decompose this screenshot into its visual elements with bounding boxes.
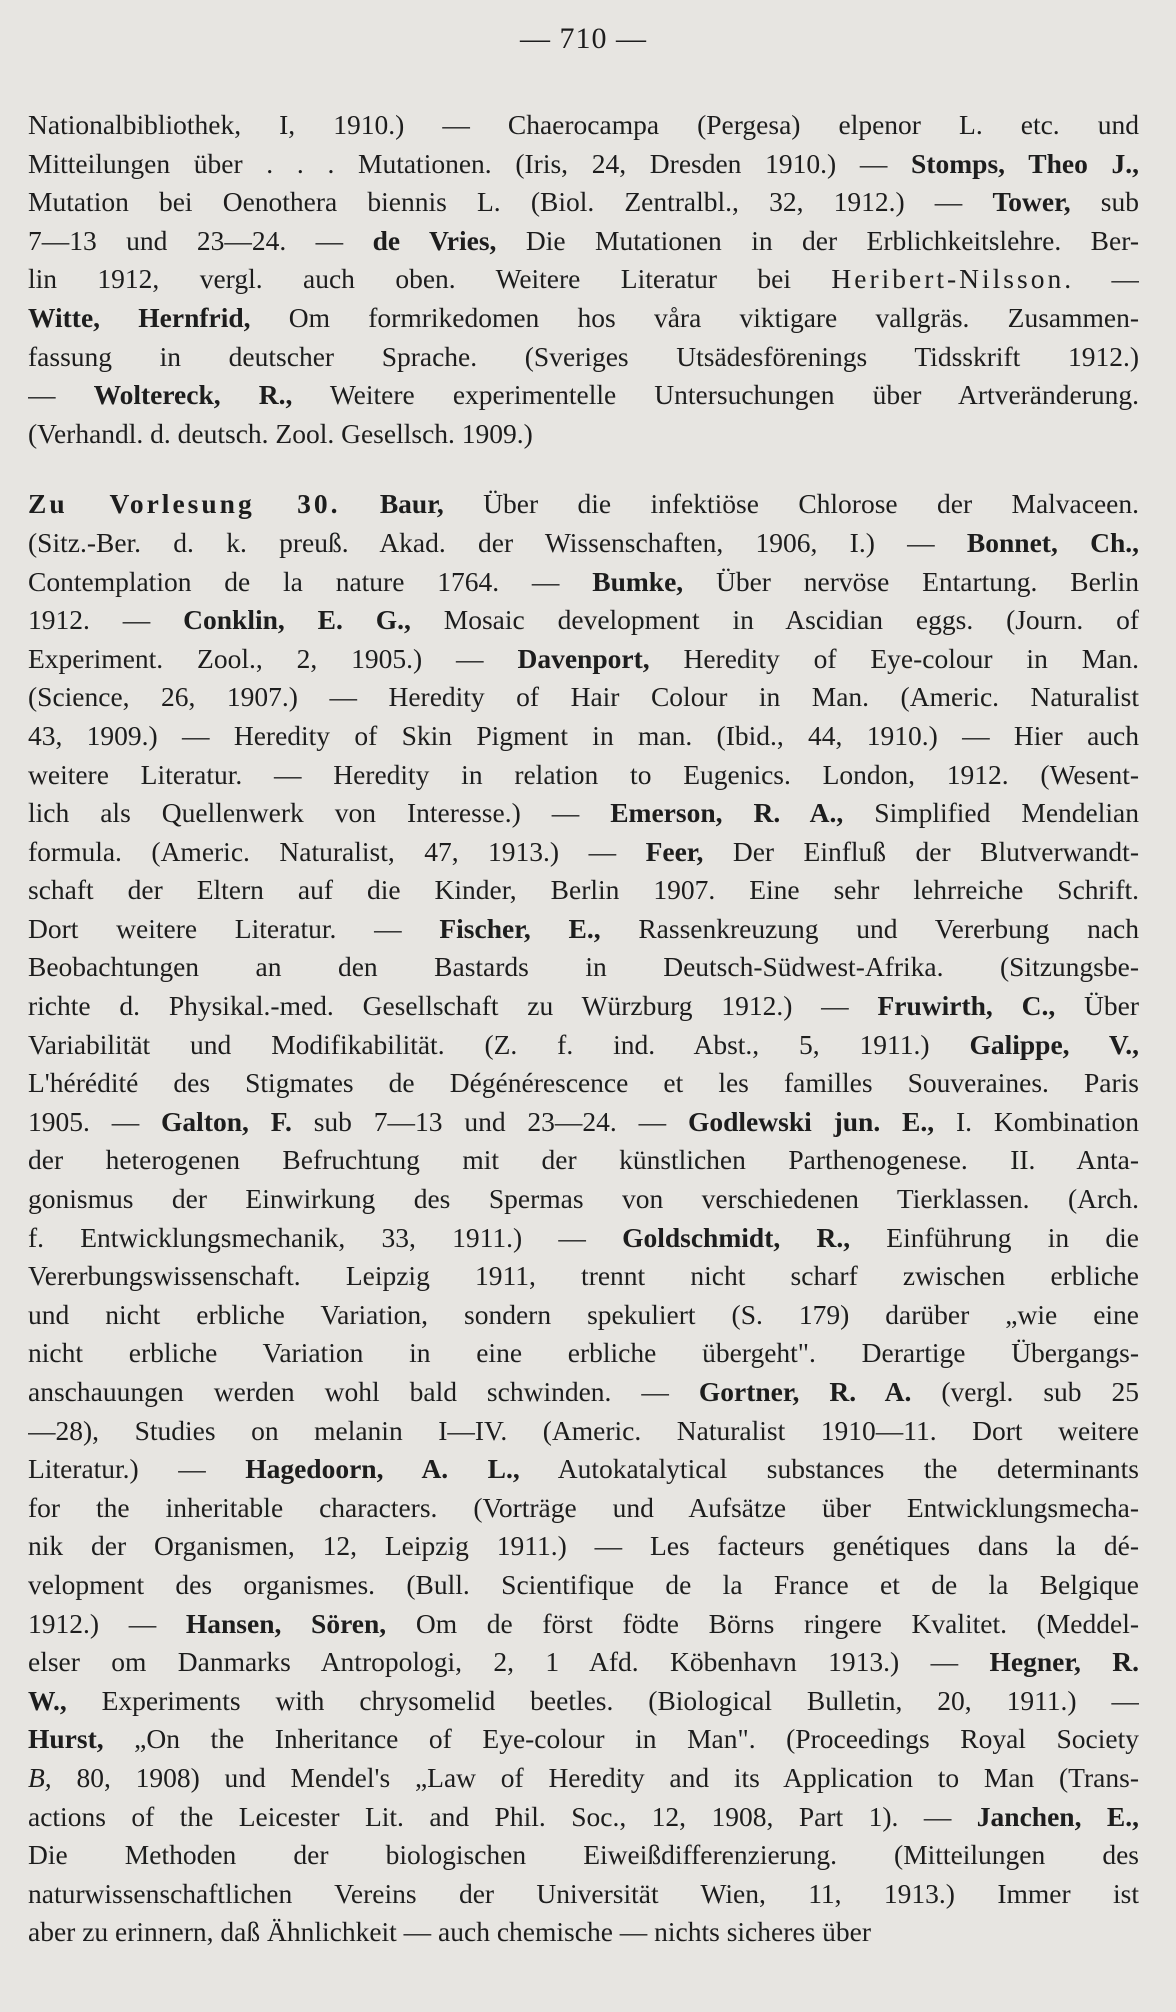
text-line — [28, 1180, 1139, 1219]
text-segment: (Science, 26, 1907.) — Heredity of Hair Colour in Man. (Americ. Naturalist — [28, 681, 1139, 713]
text-segment: „On the Inheritance of Eye-colour in Man". (Proceedings Royal Society — [103, 1723, 1139, 1755]
emphasis-text: Witte, Hernfrid, — [28, 301, 251, 333]
text-segment: Über nervöse Entartung. Berlin — [683, 565, 1139, 597]
text-segment: actions of the Leicester Lit. and Phil. Soc., 12, 1908, Part 1). — — [28, 1800, 977, 1832]
emphasis-text: Fischer, E., — [439, 912, 601, 944]
text-line — [28, 1412, 1139, 1451]
text-segment: aber zu erinnern, daß Ähnlichkeit — auch chemische — nichts sicheres über — [28, 1916, 872, 1948]
text-segment: 1912. — — [28, 604, 184, 636]
text-segment: gonismus der Einwirkung des Spermas von verschiedenen Tierklassen. (Arch. — [28, 1183, 1139, 1215]
text-segment: Contemplation de la nature 1764. — — [28, 565, 593, 597]
text-line — [28, 1064, 1139, 1103]
text-line — [28, 524, 1139, 563]
text-segment — [340, 488, 379, 519]
text-segment: sub 7—13 und 23—24. — — [291, 1105, 688, 1137]
text-segment: Experiments with chrysomelid beetles. (Biological Bulletin, 20, 1911.) — — [66, 1684, 1139, 1716]
emphasis-text: Tower, — [992, 186, 1071, 218]
text-line — [28, 1643, 1139, 1682]
text-segment: naturwissenschaftlichen Vereins der Universität Wien, 11, 1913.) Immer ist — [28, 1877, 1139, 1909]
text-segment: Über — [1055, 990, 1139, 1022]
text-line — [28, 1682, 1139, 1721]
text-line — [28, 260, 1139, 299]
text-line — [28, 1103, 1139, 1142]
text-line — [28, 1257, 1139, 1296]
emphasis-text: Hagedoorn, A. L., — [245, 1453, 520, 1485]
text-line — [28, 1836, 1139, 1875]
text-line — [28, 678, 1139, 717]
text-segment: 43, 1909.) — Heredity of Skin Pigment in man. (Ibid., 44, 1910.) — Hier auch — [28, 719, 1139, 751]
emphasis-text: Fruwirth, C., — [877, 990, 1056, 1022]
text-segment: 1912.) — — [28, 1607, 186, 1639]
emphasis-text: Galton, F. — [161, 1105, 292, 1137]
text-segment: (Verhandl. d. deutsch. Zool. Gesellsch. 1909.) — [28, 417, 533, 449]
emphasis-text: Godlewski jun. E., — [687, 1105, 935, 1137]
emphasis-text: Conklin, E. G., — [183, 604, 411, 636]
text-segment: velopment des organismes. (Bull. Scientifique de la France et de la Belgique — [28, 1568, 1139, 1600]
text-segment: Mitteilungen über . . . Mutationen. (Iris, 24, Dresden 1910.) — — [28, 147, 912, 179]
text-line — [28, 1527, 1139, 1566]
text-segment: 7—13 und 23—24. — — [28, 224, 373, 256]
text-line — [28, 485, 1139, 524]
emphasis-text: Zu Vorlesung 30. — [28, 488, 341, 520]
emphasis-text: Hegner, R. — [989, 1646, 1139, 1678]
text-line — [28, 1798, 1139, 1837]
emphasis-text: Emerson, R. A., — [610, 797, 844, 829]
text-line — [28, 563, 1139, 602]
text-segment: Heredity of Eye-colour in Man. — [649, 642, 1139, 674]
text-segment: Mutation bei Oenothera biennis L. (Biol. Zentralbl., 32, 1912.) — — [28, 186, 993, 218]
text-line — [28, 640, 1139, 679]
text-line — [28, 756, 1139, 795]
paragraph — [28, 106, 1139, 453]
text-segment: formula. (Americ. Naturalist, 47, 1913.) — — [28, 835, 646, 867]
text-segment: L'hérédité des Stigmates de Dégénérescence et les familles Souveraines. Paris — [28, 1067, 1139, 1099]
text-line — [28, 1296, 1139, 1335]
text-line — [28, 910, 1139, 949]
text-line — [28, 376, 1139, 415]
text-line — [28, 183, 1139, 222]
text-segment: Variabilität und Modifikabilität. (Z. f. ind. Abst., 5, 1911.) — [28, 1028, 970, 1060]
emphasis-text: W., — [28, 1684, 67, 1716]
text-line — [28, 1875, 1139, 1914]
text-line — [28, 987, 1139, 1026]
text-line — [28, 871, 1139, 910]
text-segment: weitere Literatur. — Heredity in relation to Eugenics. London, 1912. (Wesent- — [28, 758, 1139, 790]
emphasis-text: Galippe, V., — [969, 1028, 1139, 1060]
text-segment: richte d. Physikal.-med. Gesellschaft zu Würzburg 1912.) — — [28, 990, 878, 1022]
text-line — [28, 338, 1139, 377]
text-segment: lich als Quellenwerk von Interesse.) — — [28, 797, 611, 829]
text-segment: Literatur.) — — [28, 1453, 246, 1485]
text-segment: Mosaic development in Ascidian eggs. (Journ. of — [410, 604, 1139, 636]
text-line — [28, 1489, 1139, 1528]
text-segment: I. Kombination — [934, 1105, 1139, 1137]
emphasis-text: B, — [28, 1761, 52, 1793]
text-line — [28, 948, 1139, 987]
text-line — [28, 415, 1139, 454]
text-segment: Simplified Mendelian — [843, 797, 1139, 829]
text-segment: (Sitz.-Ber. d. k. preuß. Akad. der Wissenschaften, 1906, I.) — — [28, 526, 967, 558]
text-line — [28, 1605, 1139, 1644]
text-line — [28, 299, 1139, 338]
paragraph — [28, 485, 1139, 1952]
text-segment: — — [28, 379, 94, 411]
text-segment: anschauungen werden wohl bald schwinden. — — [28, 1376, 699, 1407]
emphasis-text: Hansen, Sören, — [185, 1607, 387, 1639]
emphasis-text: Heribert-Nilsson — [831, 263, 1065, 295]
text-segment: sub — [1070, 186, 1139, 218]
text-line — [28, 1759, 1139, 1798]
text-segment: Einführung in die — [850, 1221, 1139, 1253]
text-segment: schaft der Eltern auf die Kinder, Berlin 1907. Eine sehr lehrreiche Schrift. — [28, 874, 1139, 906]
text-line — [28, 1450, 1139, 1489]
text-segment: Nationalbibliothek, I, 1910.) — Chaerocampa (Pergesa) elpenor L. etc. und — [28, 109, 1139, 140]
text-segment: nicht erbliche Variation in eine erbliche übergeht". Derartige Übergangs- — [28, 1337, 1139, 1369]
emphasis-text: Goldschmidt, R., — [622, 1221, 851, 1253]
emphasis-text: Woltereck, R., — [93, 379, 293, 411]
text-segment: Weitere experimentelle Untersuchungen über Artveränderung. — [292, 379, 1139, 411]
text-line — [28, 1566, 1139, 1605]
text-segment: nik der Organismen, 12, Leipzig 1911.) — Les facteurs genétiques dans la dé- — [28, 1530, 1139, 1562]
text-segment: for the inheritable characters. (Vorträge und Aufsätze über Entwicklungsmecha- — [28, 1491, 1139, 1523]
emphasis-text: Bonnet, Ch., — [966, 526, 1139, 558]
text-segment: Dort weitere Literatur. — — [28, 912, 440, 944]
emphasis-text: Feer, — [645, 835, 704, 867]
text-segment: Die Mutationen in der Erblichkeitslehre. Ber- — [496, 224, 1139, 256]
text-line — [28, 1334, 1139, 1373]
text-line — [28, 601, 1139, 640]
text-segment: Die Methoden der biologischen Eiweißdifferenzierung. (Mitteilungen des — [28, 1839, 1139, 1871]
text-segment: 1905. — — [28, 1105, 162, 1137]
emphasis-text: Hurst, — [28, 1723, 104, 1755]
text-segment: Beobachtungen an den Bastards in Deutsch-Südwest-Afrika. (Sitzungsbe- — [28, 951, 1139, 983]
text-segment: Om formrikedomen hos våra viktigare vallgräs. Zusammen- — [250, 301, 1139, 333]
text-line — [28, 1141, 1139, 1180]
text-segment: f. Entwicklungsmechanik, 33, 1911.) — — [28, 1221, 623, 1253]
page-number: — 710 — — [520, 22, 647, 55]
page-body — [28, 106, 1139, 1952]
text-segment: 80, 1908) und Mendel's „Law of Heredity and its Application to Man (Trans- — [51, 1761, 1139, 1793]
text-line — [28, 1026, 1139, 1065]
text-segment: lin 1912, vergl. auch oben. Weitere Literatur bei — [28, 263, 832, 295]
text-segment: und nicht erbliche Variation, sondern spekuliert (S. 179) darüber „wie eine — [28, 1298, 1139, 1330]
text-segment: elser om Danmarks Antropologi, 2, 1 Afd. Köbenhavn 1913.) — — [28, 1646, 990, 1678]
text-segment: der heterogenen Befruchtung mit der künstlichen Parthenogenese. II. Anta- — [28, 1144, 1139, 1176]
text-segment: Om de först födte Börns ringere Kvalitet. (Meddel- — [386, 1607, 1139, 1639]
text-segment: Autokatalytical substances the determinants — [519, 1453, 1139, 1485]
text-line — [28, 833, 1139, 872]
emphasis-text: de Vries, — [372, 224, 497, 256]
emphasis-text: Baur, — [379, 488, 444, 520]
text-line — [28, 145, 1139, 184]
text-segment: Über die infektiöse Chlorose der Malvaceen. — [443, 488, 1139, 520]
text-segment: Rassenkreuzung und Vererbung nach — [600, 912, 1139, 944]
text-segment: Vererbungswissenschaft. Leipzig 1911, trennt nicht scharf zwischen erbliche — [28, 1260, 1139, 1292]
emphasis-text: Davenport, — [517, 642, 650, 674]
text-line — [28, 106, 1139, 145]
emphasis-text: Stomps, Theo J., — [911, 147, 1139, 179]
emphasis-text: Janchen, E., — [976, 1800, 1139, 1832]
emphasis-text: Gortner, R. A. — [698, 1376, 912, 1407]
text-line — [28, 1720, 1139, 1759]
text-line — [28, 794, 1139, 833]
text-segment: Der Einfluß der Blutverwandt- — [703, 835, 1139, 867]
emphasis-text: Bumke, — [592, 565, 684, 597]
text-segment: (vergl. sub 25 — [911, 1376, 1139, 1407]
text-segment: . — — [1064, 263, 1139, 295]
text-segment: fassung in deutscher Sprache. (Sveriges Utsädesförenings Tidsskrift 1912.) — [28, 340, 1139, 372]
text-line — [28, 717, 1139, 756]
text-line — [28, 1219, 1139, 1258]
text-line — [28, 1913, 1139, 1952]
text-line — [28, 1373, 1139, 1412]
text-segment: —28), Studies on melanin I—IV. (Americ. Naturalist 1910—11. Dort weitere — [28, 1414, 1139, 1446]
text-segment: Experiment. Zool., 2, 1905.) — — [28, 642, 518, 674]
text-line — [28, 222, 1139, 261]
